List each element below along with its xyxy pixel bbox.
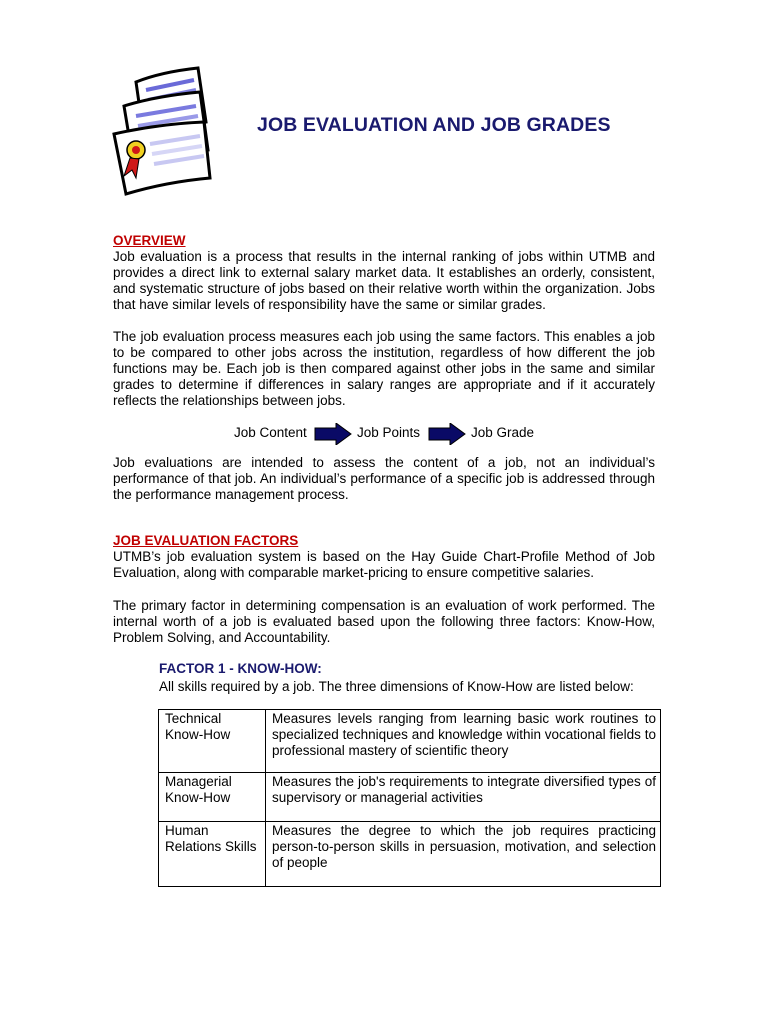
know-how-table	[158, 709, 661, 887]
dimension-label: Managerial Know-How	[159, 773, 266, 822]
dimension-label: Technical Know-How	[159, 710, 266, 773]
table-row	[159, 822, 661, 887]
dimension-label: Human Relations Skills	[159, 822, 266, 887]
factors-heading: JOB EVALUATION FACTORS	[113, 533, 299, 548]
right-arrow-icon	[428, 423, 466, 445]
factors-paragraph-1: UTMB’s job evaluation system is based on the Hay Guide Chart-Profile Method of Job Evaluation, along with comparable market-pricing to ensure competitive salaries.	[113, 549, 655, 580]
overview-paragraph-3: Job evaluations are intended to assess the content of a job, not an individual’s performance of that job. An individual’s performance of a specific job is addressed through the performance management process.	[113, 455, 655, 502]
flow-step-job-grade: Job Grade	[471, 425, 535, 440]
certificate-scroll-icon	[106, 66, 214, 198]
right-arrow-icon	[314, 423, 352, 445]
factors-paragraph-2: The primary factor in determining compensation is an evaluation of work performed. The internal worth of a job is evaluated based upon the following three factors: Know-How, Problem Solving, and Accountability.	[113, 598, 655, 645]
flow-step-job-points: Job Points	[357, 425, 421, 440]
evaluation-flow-diagram	[0, 423, 768, 445]
table-row	[159, 710, 661, 773]
page-title: JOB EVALUATION AND JOB GRADES	[257, 114, 611, 136]
factor-1-heading: FACTOR 1 - KNOW-HOW:	[159, 661, 322, 676]
dimension-description: Measures the job's requirements to integrate diversified types of supervisory or managerial activities	[266, 773, 661, 822]
table-row	[159, 773, 661, 822]
flow-step-job-content: Job Content	[234, 425, 307, 440]
dimension-description: Measures levels ranging from learning basic work routines to specialized techniques and knowledge within vocational fields to professional mastery of scientific theory	[266, 710, 661, 773]
overview-paragraph-1: Job evaluation is a process that results in the internal ranking of jobs within UTMB and provides a direct link to external salary market data. It establishes an orderly, consistent, and systematic structure of jobs based on their relative worth within the organization. Jobs that have similar levels of responsibility have the same or similar grades.	[113, 249, 655, 312]
overview-paragraph-2: The job evaluation process measures each job using the same factors. This enables a job to be compared to other jobs across the institution, regardless of how different the job functions may be. Each job is then compared against other jobs in the same and similar grades to determine if differences in salary ranges are appropriate and if it accurately reflects the relationships between jobs.	[113, 329, 655, 408]
overview-heading: OVERVIEW	[113, 233, 186, 248]
dimension-description: Measures the degree to which the job requires practicing person-to-person skills in persuasion, motivation, and selection of people	[266, 822, 661, 887]
factor-1-intro: All skills required by a job. The three dimensions of Know-How are listed below:	[159, 679, 634, 694]
